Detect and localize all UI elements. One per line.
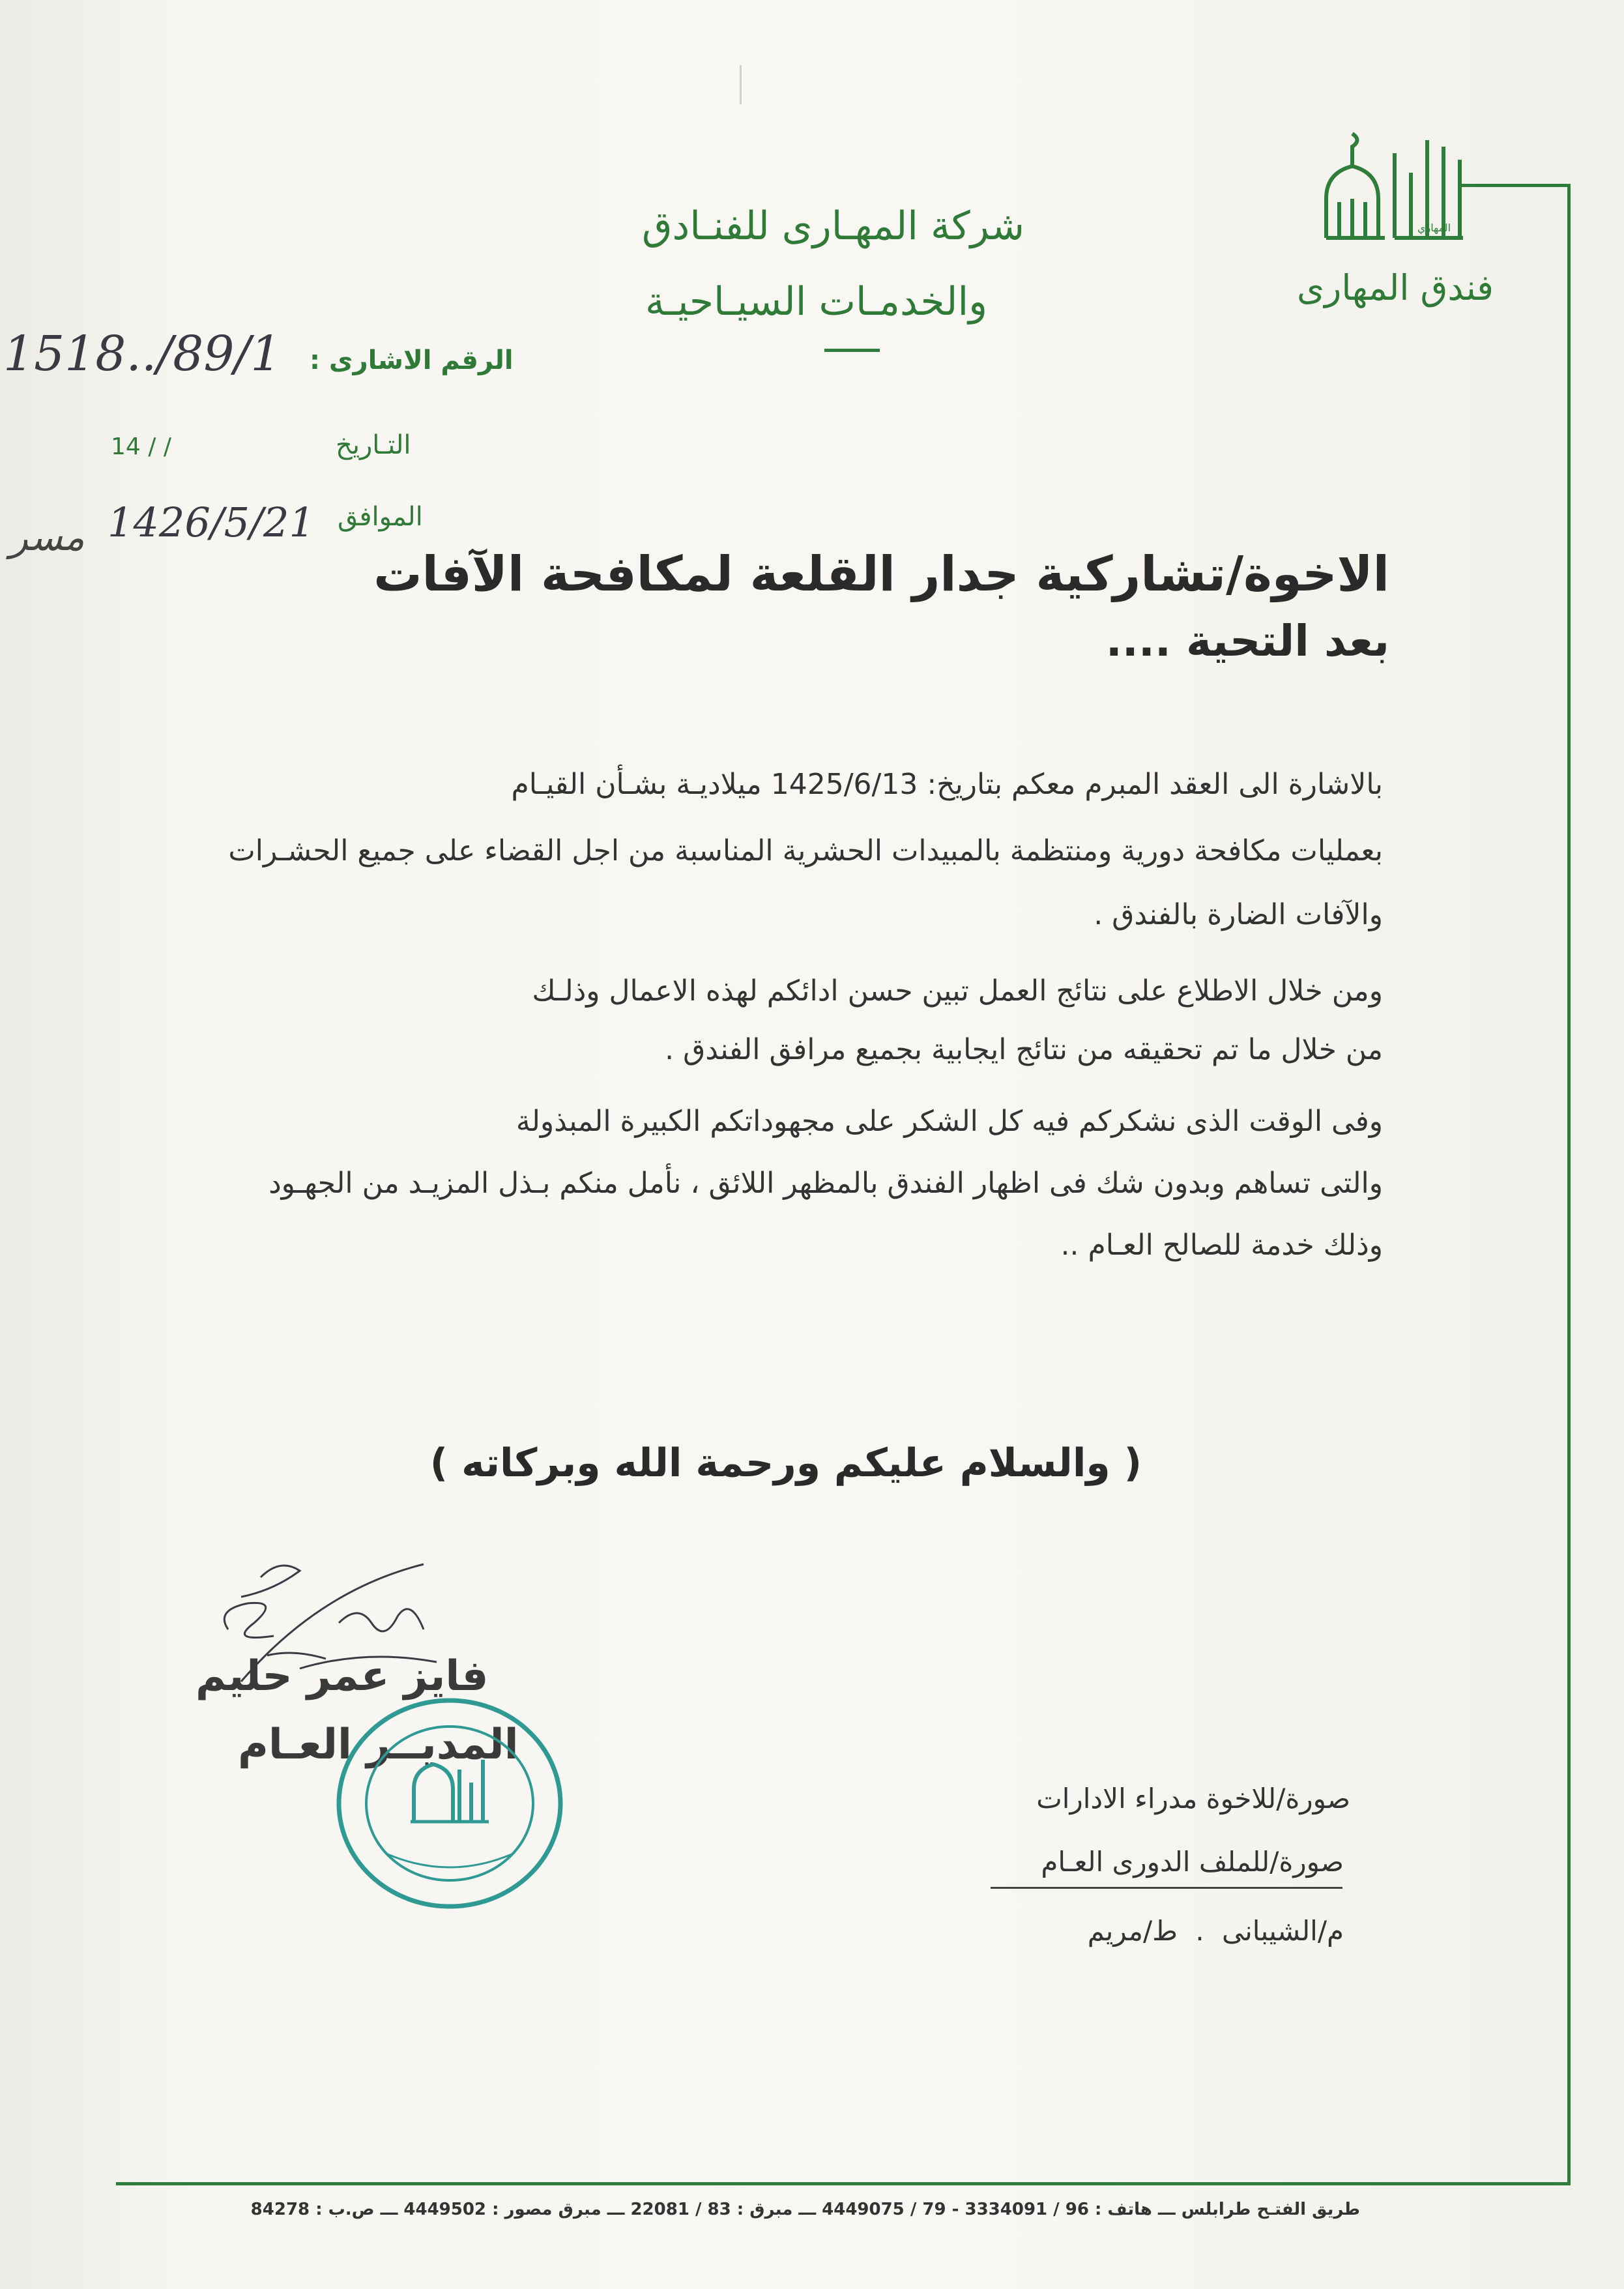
addressee: الاخوة/تشاركية جدار القلعة لمكافحة الآفات <box>373 546 1389 602</box>
greeting: بعد التحية .... <box>1105 616 1389 666</box>
hotel-name: فندق المهارى <box>1297 267 1494 308</box>
date-value: 14 / / <box>111 433 171 460</box>
body-line: والتى تساهم وبدون شك فى اظهار الفندق بالمظهر اللائق ، نأمل منكم بـذل المزيـد من الجهـود <box>268 1167 1383 1200</box>
body-line: بعمليات مكافحة دورية ومنتظمة بالمبيدات الحشرية المناسبة من اجل القضاء على جميع الحشـرات <box>228 834 1383 867</box>
body-line: من خلال ما تم تحقيقه من نتائج ايجابية بجميع مرافق الفندق . <box>665 1033 1383 1066</box>
body-line: والآفات الضارة بالفندق . <box>1094 898 1383 931</box>
copy-underline <box>991 1887 1342 1889</box>
body-line: وفى الوقت الذى نشكركم فيه كل الشكر على مجهوداتكم الكبيرة المبذولة <box>515 1105 1383 1138</box>
frame-border-top <box>1460 184 1571 187</box>
reference-label: الرقم الاشارى : <box>310 345 514 375</box>
company-name-line2: والخدمـات السيـاحيـة <box>645 279 988 325</box>
corresponding-date-label: الموافق <box>338 502 423 532</box>
signer-name: فايز عمر حليم <box>196 1652 489 1700</box>
body-line: ومن خلال الاطلاع على نتائج العمل تبين حسن ادائكم لهذه الاعمال وذلـك <box>532 974 1383 1008</box>
body-line: بالاشارة الى العقد المبرم معكم بتاريخ: 1425/6/13 ميلاديـة بشـأن القيـام <box>511 768 1383 801</box>
copy-to-managers: صورة/للاخوة مدراء الادارات <box>1036 1783 1350 1815</box>
svg-text:المهاري: المهاري <box>1417 222 1451 234</box>
header-rule <box>824 349 880 352</box>
typist-initials: م/الشيبانى . ط/مريم <box>1087 1915 1344 1947</box>
body-line: وذلك خدمة للصالح العـام .. <box>1060 1229 1383 1262</box>
corresponding-date-note: مسر <box>10 515 85 559</box>
date-label: التـاريخ <box>336 430 411 460</box>
company-name-line1: شركة المهـارى للفنـادق <box>642 203 1025 249</box>
frame-border-bottom <box>116 2182 1571 2185</box>
copy-to-file: صورة/للملف الدورى العـام <box>1041 1846 1344 1878</box>
footer-contact: طريق الفتـح طرابلس ـــ هاتف : 96 / 3334091 - 79 / 4449075 ـــ مبرق : 83 / 22081 ـــ مبرق مصور : 4449502 ـــ ص.ب : 84278 <box>250 2200 1360 2219</box>
closing-salutation: ( والسلام عليكم ورحمة الله وبركاته ) <box>429 1440 1142 1486</box>
hotel-logo <box>1313 127 1476 251</box>
signer-title: المديــر العـام <box>238 1721 519 1769</box>
official-stamp <box>329 1691 570 1916</box>
paper-fold-mark <box>740 65 742 104</box>
frame-border-right <box>1567 184 1571 2185</box>
reference-number: 1518../89/1 <box>3 326 282 382</box>
corresponding-date-value: 1426/5/21 <box>108 499 315 546</box>
